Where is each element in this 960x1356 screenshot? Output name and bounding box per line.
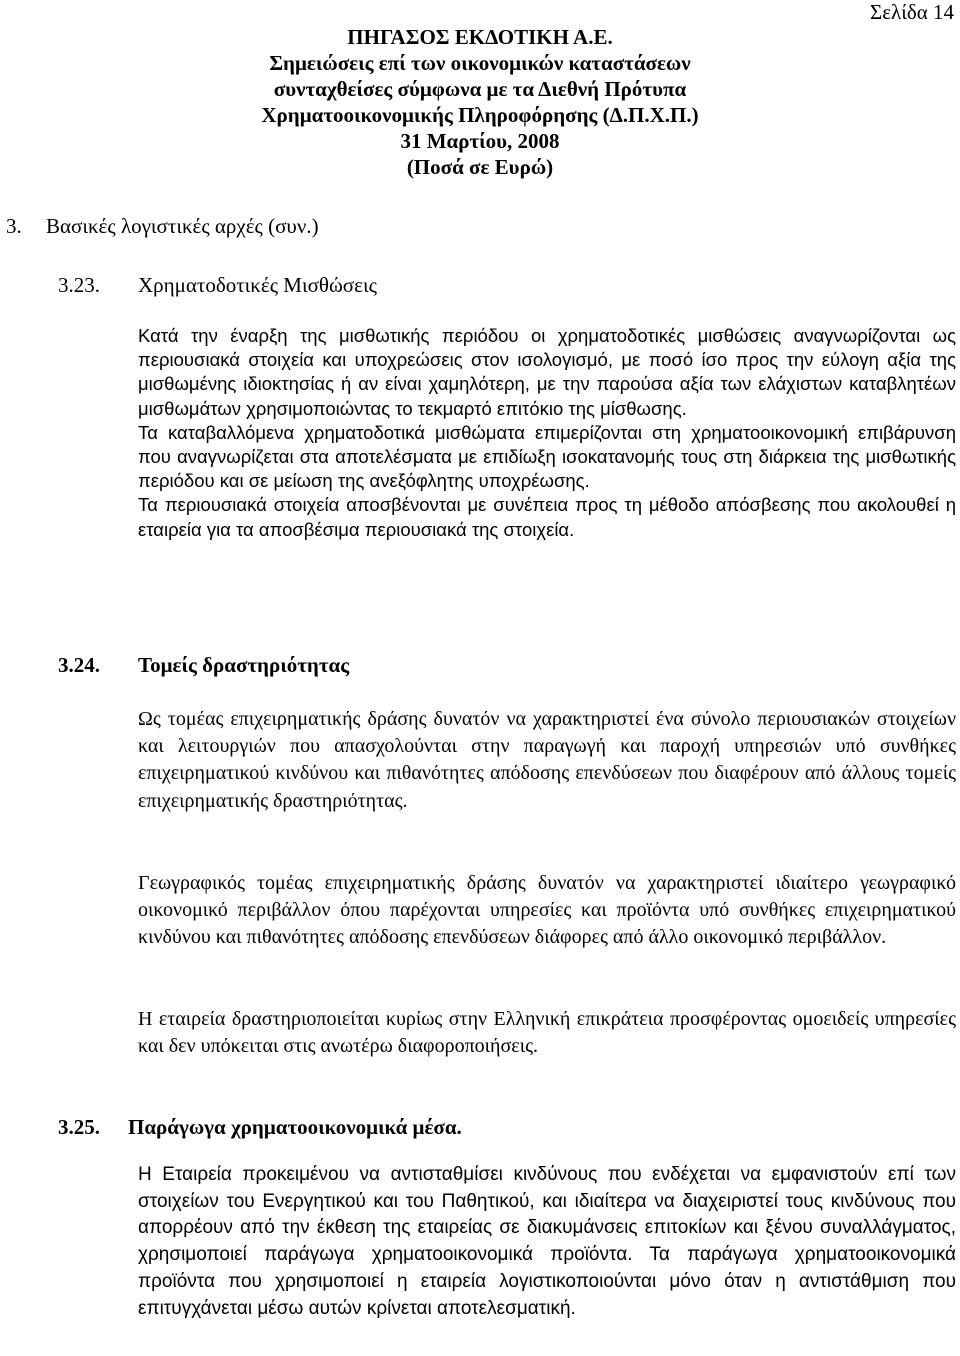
paragraph: Κατά την έναρξη της μισθωτικής περιόδου οι χρηματοδοτικές μισθώσεις αναγνωρίζονται ως περιουσιακά στοιχεία και υποχρεώσεις στον ισολογισμό, με ποσό ίσο προς την εύλογη αξία της μισθωμένης ιδιοκτησίας ή αν είναι χαμηλότερη, με την παρούσα αξία των ελάχιστων καταβλητέων μισθωμάτων χρησιμοποιώντας το τεκμαρτό επιτόκιο της μίσθωσης. — [138, 325, 956, 419]
subsection-number: 3.23. — [58, 273, 100, 297]
header-currency: (Ποσά σε Ευρώ) — [406, 155, 554, 179]
paragraph: Ως τομέας επιχειρηματικής δράσης δυνατόν να χαρακτηριστεί ένα σύνολο περιουσιακών στοιχείων και λειτουργιών που απασχολούνται στην παραγωγή και παροχή υπηρεσιών υπό συνθήκες επιχειρηματικού κινδύνου και πιθανότητες απόδοσης επενδύσεων που διαφέρουν από άλλους τομείς επιχειρηματικής δραστηριότητας. — [138, 708, 956, 812]
subsection-body-3-25 — [138, 1162, 956, 1322]
header-line-3: συνταχθείσες σύμφωνα με τα Διεθνή Πρότυπα — [273, 77, 687, 101]
subsection-body-3-24-p1 — [138, 706, 956, 815]
subsection-title: Τομείς δραστηριότητας — [138, 653, 350, 677]
subsection-title: Χρηματοδοτικές Μισθώσεις — [138, 273, 377, 297]
paragraph: Η εταιρεία δραστηριοποιείται κυρίως στην Ελληνική επικράτεια προσφέροντας ομοειδείς υπηρεσίες και δεν υπόκειται στις ανωτέρω διαφοροποιήσεις. — [138, 1008, 956, 1058]
subsection-body-3-23 — [138, 324, 956, 542]
subsection-number: 3.24. — [58, 653, 100, 677]
paragraph: Η Εταιρεία προκειμένου να αντισταθμίσει κινδύνους που ενδέχεται να εμφανιστούν επί των στοιχείων του Ενεργητικού και του Παθητικού, και ιδιαίτερα να διαχειριστεί τους κινδύνους που απορρέουν από την έκθεση της εταιρείας σε διακυμάνσεις επιτοκίων και ξένου συναλλάγματος, χρησιμοποιεί παράγωγα χρηματοοικονομικά προϊόντα. Τα παράγωγα χρηματοοικονομικά προϊόντα που χρησιμοποιεί η εταιρεία λογιστικοποιούνται μόνο όταν η αντιστάθμιση που επιτυγχάνεται μέσω αυτών κρίνεται αποτελεσματική. — [138, 1164, 956, 1319]
header-line-4: Χρηματοοικονομικής Πληροφόρησης (Δ.Π.Χ.Π.) — [261, 103, 699, 127]
subsection-title: Παράγωγα χρηματοοικονομικά μέσα. — [128, 1115, 462, 1139]
header-line-2: Σημειώσεις επί των οικονομικών καταστάσεων — [269, 51, 691, 75]
header-date: 31 Μαρτίου, 2008 — [400, 129, 560, 153]
subsection-heading-3-24 — [58, 652, 349, 678]
company-name: ΠΗΓΑΣΟΣ ΕΚΔΟΤΙΚΗ Α.Ε. — [347, 25, 613, 49]
subsection-body-3-24-p3 — [138, 1006, 956, 1060]
section-heading — [6, 213, 319, 239]
section-number: 3. — [6, 214, 22, 238]
page-number: Σελίδα 14 — [869, 0, 954, 24]
paragraph: Τα καταβαλλόμενα χρηματοδοτικά μισθώματα επιμερίζονται στη χρηματοοικονομική επιβάρυνση που αναγνωρίζεται στα αποτελέσματα με επιδίωξη ισοκατανομής τους στη διάρκεια της μισθωτικής περιόδου και σε μείωση της ανεξόφλητης υποχρέωσης. — [138, 421, 956, 492]
paragraph: Γεωγραφικός τομέας επιχειρηματικής δράσης δυνατόν να χαρακτηριστεί ιδιαίτερο γεωγραφικό οικονομικό περιβάλλον όπου παρέχονται υπηρεσίες και προϊόντα υπό συνθήκες επιχειρηματικού κινδύνου και πιθανότητες απόδοσης επενδύσεων διάφορες από άλλο οικονομικό περιβάλλον. — [138, 872, 956, 949]
section-title: Βασικές λογιστικές αρχές (συν.) — [46, 214, 319, 238]
subsection-number: 3.25. — [58, 1115, 100, 1139]
document-header — [0, 24, 960, 180]
subsection-heading-3-25 — [58, 1114, 462, 1140]
subsection-body-3-24-p2 — [138, 870, 956, 952]
paragraph: Τα περιουσιακά στοιχεία αποσβένονται με συνέπεια προς τη μέθοδο απόσβεσης που ακολουθεί η εταιρεία για τα αποσβέσιμα περιουσιακά της στοιχεία. — [138, 494, 956, 540]
subsection-heading-3-23 — [58, 272, 377, 298]
